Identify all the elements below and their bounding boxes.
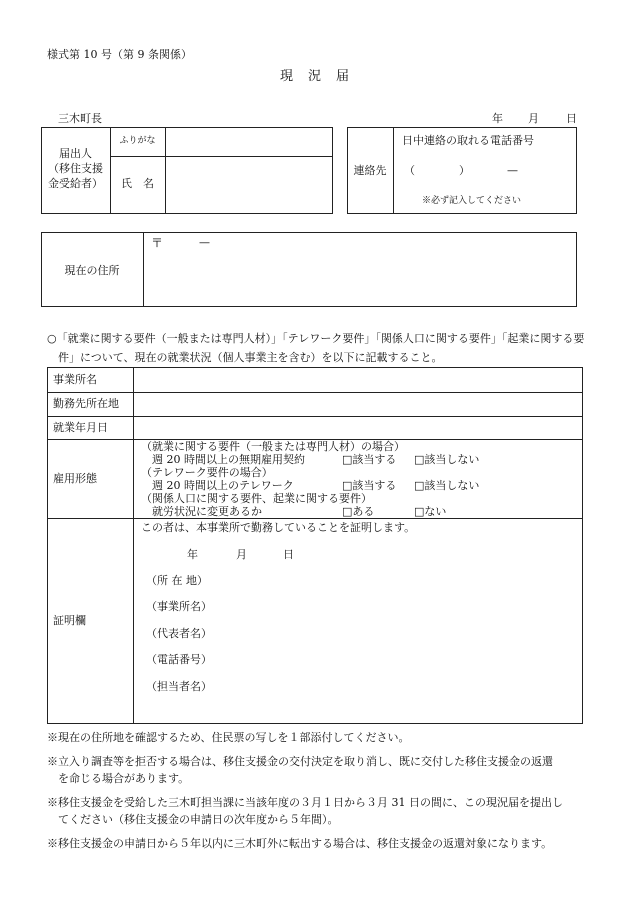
employment-type-label: 雇用形態 (53, 472, 97, 485)
furigana-label: ふりがな (119, 136, 156, 146)
note-4: ※移住支援金の申請日から５年以内に三木町外に転出する場合は、移住支援金の返還対象になります。 (47, 837, 553, 850)
furigana-field[interactable] (167, 129, 331, 155)
phone-heading: 日中連絡の取れる電話番号 (402, 134, 534, 147)
employment-date-label: 就業年月日 (53, 421, 108, 434)
applicant-header-line3: 金受給者） (48, 177, 103, 190)
type-heading-general: （就業に関する要件（一般または専門人材）の場合） (141, 440, 405, 453)
office-address-field[interactable] (135, 394, 581, 415)
cert-location-label: （所 在 地） (146, 574, 208, 587)
address-label: 現在の住所 (64, 264, 120, 277)
type-line-change: 就労状況に変更あるか (152, 505, 262, 518)
addressee: 三木町長 (58, 112, 102, 125)
name-field[interactable] (167, 158, 331, 212)
cert-person-label: （担当者名） (146, 680, 212, 693)
checkbox-no[interactable]: □ない (414, 505, 447, 518)
postal-mark: 〒 (151, 236, 164, 250)
page-title: 現 況 届 (279, 69, 350, 84)
type-line-telework: 週 20 時間以上のテレワーク (152, 479, 294, 492)
cert-office-label: （事業所名） (146, 600, 212, 613)
name-label: 氏 名 (121, 177, 154, 190)
employment-date-field[interactable] (135, 418, 581, 438)
certification-label: 証明欄 (53, 614, 86, 627)
office-name-field[interactable] (135, 369, 581, 391)
applicant-header-line2: （移住支援 (48, 162, 103, 175)
type-heading-telework: （テレワーク要件の場合） (141, 466, 273, 479)
note-2-line2: を命じる場合があります。 (47, 772, 190, 785)
cert-year-label: 年 (187, 548, 198, 561)
cert-day-label: 日 (283, 548, 294, 561)
phone-paren-close: ） (459, 164, 470, 177)
applicant-header-line1: 届出人 (59, 147, 92, 160)
checkbox-not-applicable-1[interactable]: □該当しない (414, 453, 480, 466)
date-year-label: 年 (492, 112, 503, 125)
date-day-label: 日 (566, 112, 577, 125)
phone-area-code-field[interactable] (420, 158, 456, 180)
type-heading-relation: （関係人口に関する要件、起業に関する要件） (141, 492, 372, 505)
instruction-line1: ○「就業に関する要件（一般または専門人材）」「テレワーク要件」「関係人口に関する要件」「起業に関する要 (47, 332, 585, 345)
postal-dash: — (199, 236, 210, 249)
note-3-line1: ※移住支援金を受給した三木町担当課に当該年度の３月１日から３月 31 日の間に、この現況届を提出し (47, 796, 563, 809)
checkbox-applicable-1[interactable]: □該当する (342, 453, 397, 466)
instruction-line2: 件」について、現在の就業状況（個人事業主を含む）を以下に記載すること。 (58, 351, 443, 364)
date-month-label: 月 (528, 112, 539, 125)
checkbox-not-applicable-2[interactable]: □該当しない (414, 479, 480, 492)
office-address-label: 勤務先所在地 (53, 397, 119, 410)
phone-dash: — (507, 164, 518, 177)
cert-representative-label: （代表者名） (146, 627, 212, 640)
type-line-permanent: 週 20 時間以上の無期雇用契約 (152, 453, 305, 466)
certification-statement: この者は、本事業所で勤務していることを証明します。 (141, 521, 416, 534)
phone-number-field[interactable] (522, 158, 572, 180)
note-1: ※現在の住所地を確認するため、住民票の写しを１部添付してください。 (47, 731, 410, 744)
note-3-line2: てください（移住支援金の申請日の次年度から５年間）。 (47, 813, 339, 826)
cert-month-label: 月 (236, 548, 247, 561)
address-field[interactable] (146, 252, 574, 304)
checkbox-applicable-2[interactable]: □該当する (342, 479, 397, 492)
required-note: ※必ず記入してください (422, 196, 522, 206)
checkbox-yes[interactable]: □ある (342, 505, 375, 518)
form-number: 様式第 10 号（第 9 条関係） (47, 48, 192, 61)
contact-label: 連絡先 (353, 164, 387, 177)
cert-phone-label: （電話番号） (146, 653, 212, 666)
note-2-line1: ※立入り調査等を拒否する場合は、移住支援金の交付決定を取り消し、既に交付した移住支援金の返還 (47, 755, 553, 768)
phone-paren-open: （ (404, 164, 415, 177)
office-name-label: 事業所名 (53, 373, 97, 386)
phone-exchange-field[interactable] (470, 158, 504, 180)
